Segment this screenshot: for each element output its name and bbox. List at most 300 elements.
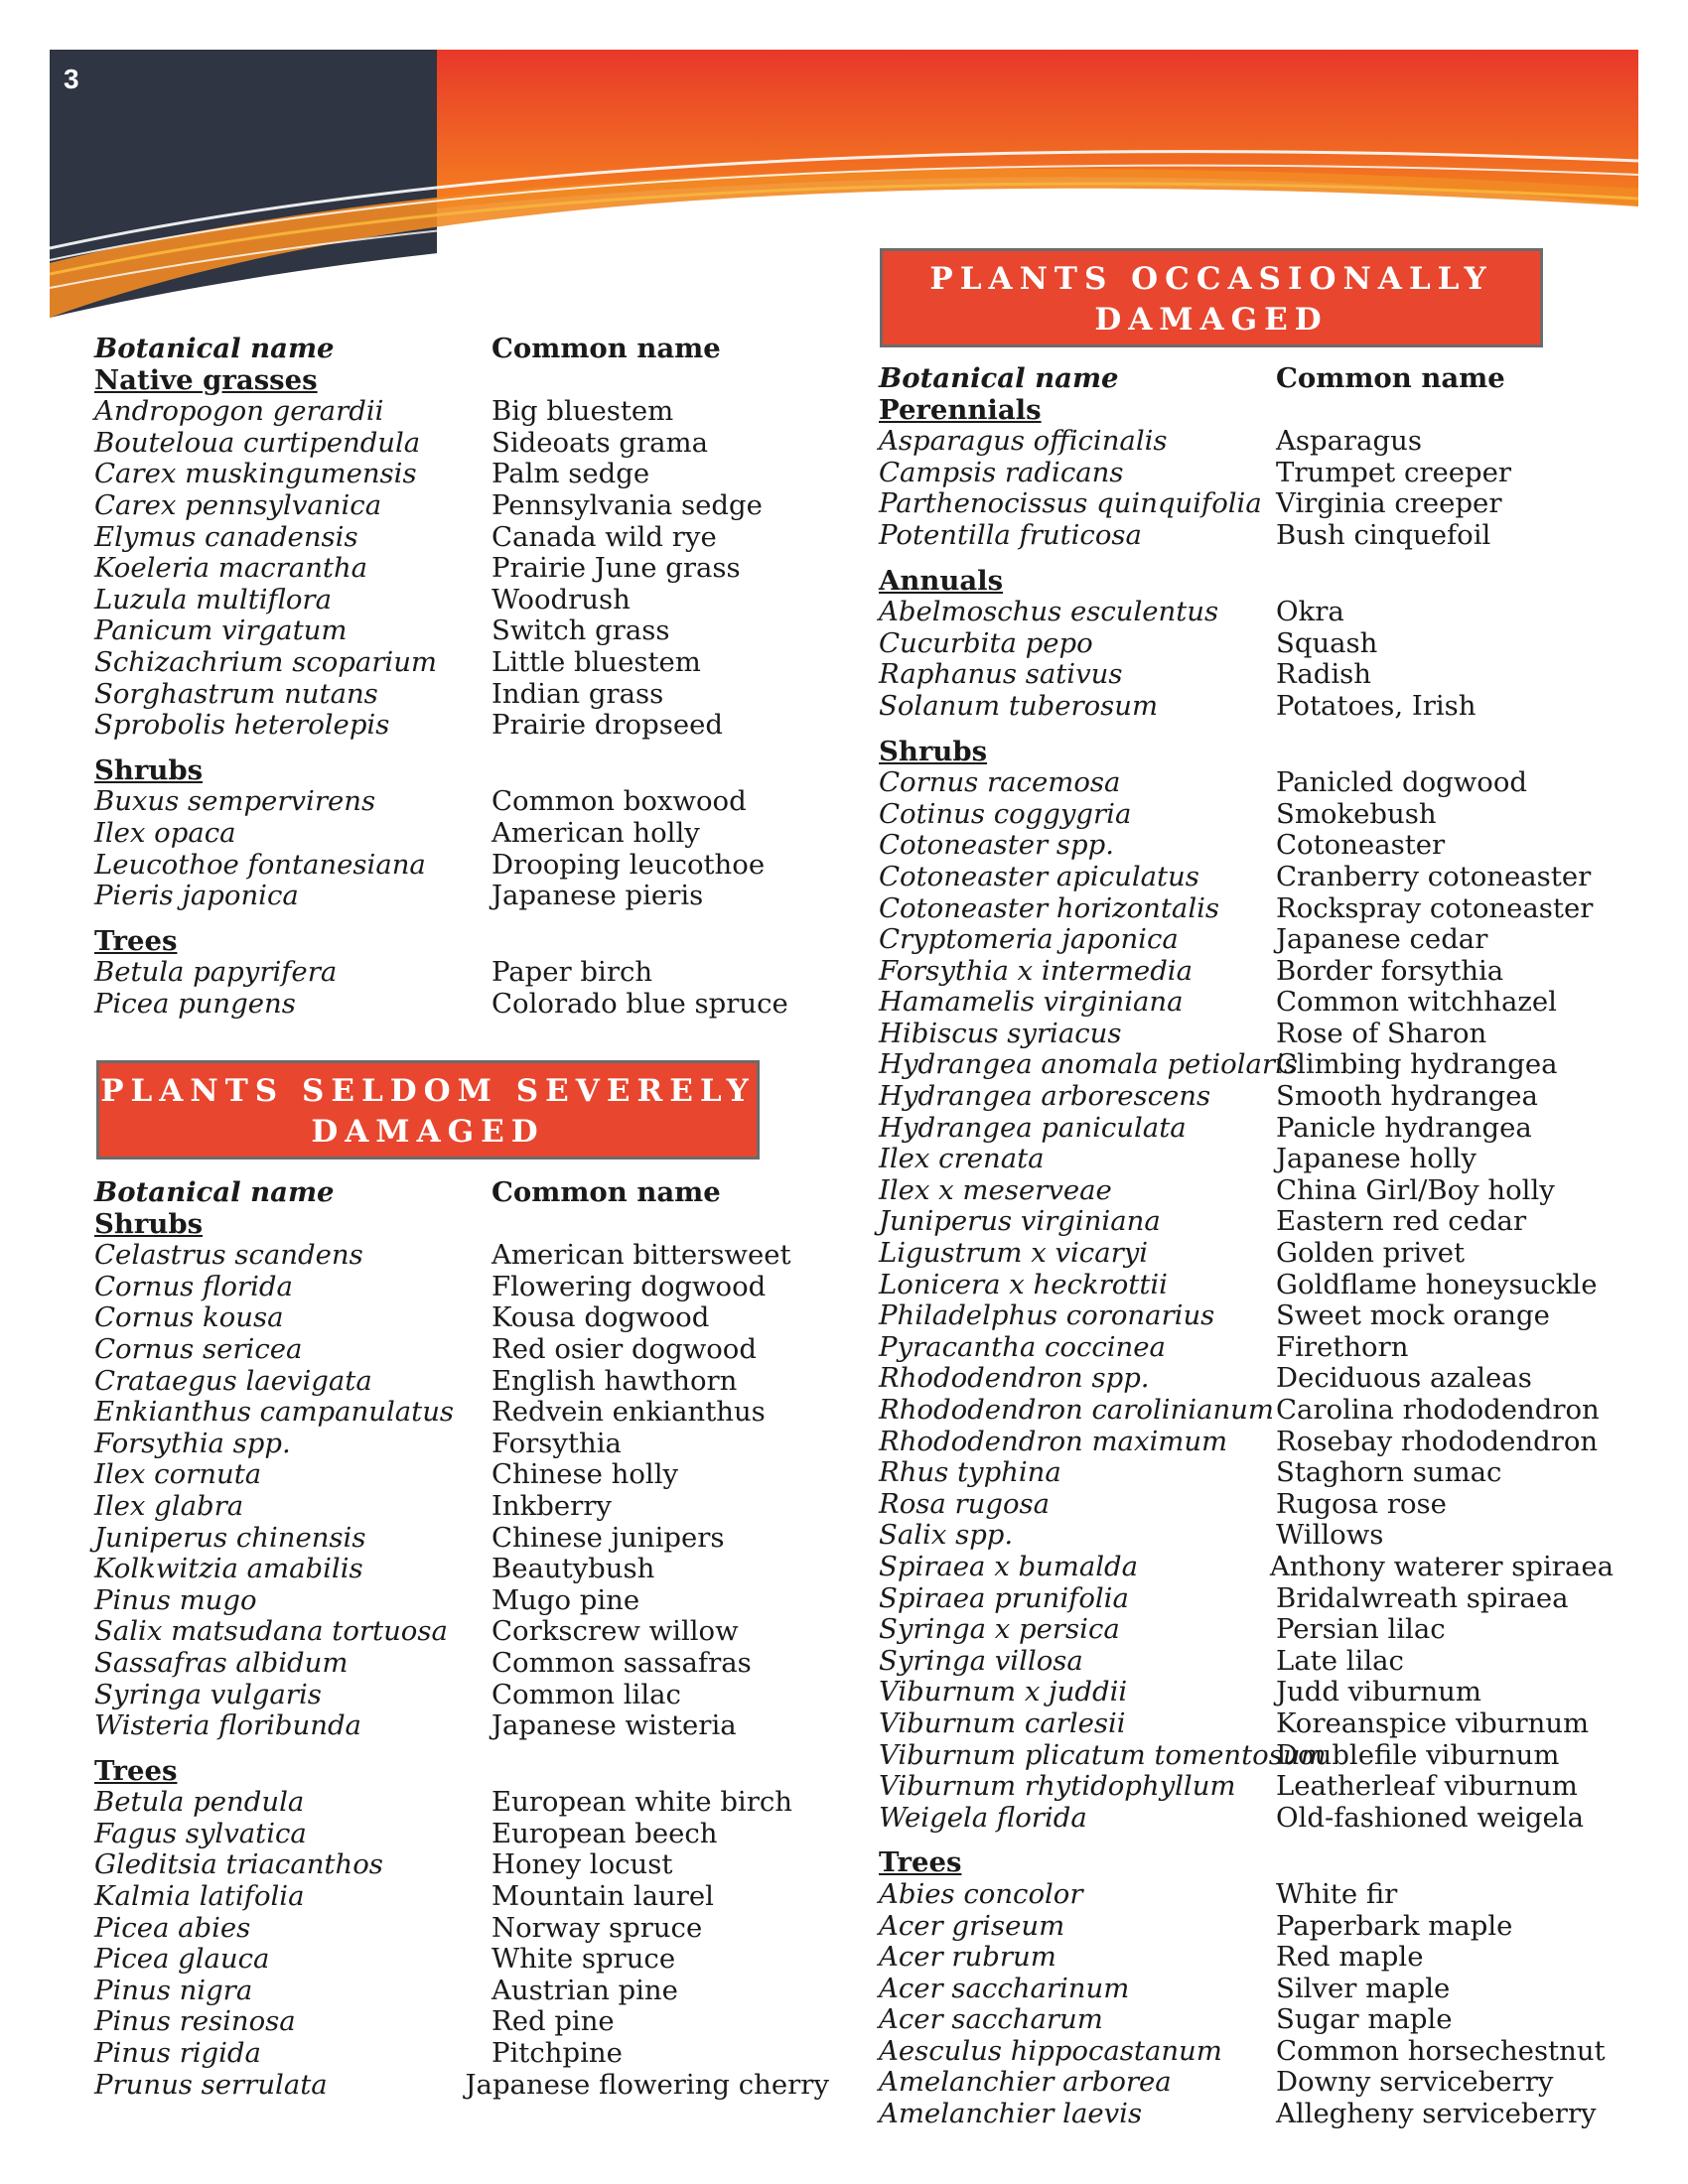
botanical-name: Solanum tuberosum [879, 689, 1159, 722]
category-heading: Native grasses [94, 363, 318, 396]
plant-row [879, 1144, 1614, 1175]
plant-row [94, 989, 829, 1021]
botanical-name: Elymus canadensis [94, 520, 358, 553]
header-common: Common name [492, 1176, 721, 1208]
botanical-name: Spiraea prunifolia [879, 1581, 1129, 1614]
botanical-name: Pinus resinosa [94, 2005, 296, 2038]
common-name: Virginia creeper [1276, 487, 1502, 520]
plant-row [879, 1520, 1614, 1552]
table-header [94, 1177, 829, 1209]
botanical-name: Buxus sempervirens [94, 785, 376, 818]
common-name: Rugosa rose [1276, 1487, 1447, 1520]
common-name: Little bluestem [492, 645, 701, 678]
plant-row [879, 1363, 1614, 1395]
botanical-name: Celastrus scandens [94, 1239, 363, 1272]
plant-row [94, 679, 829, 711]
plant-row [94, 1849, 829, 1881]
plant-row [94, 428, 829, 460]
botanical-name: Syringa x persica [879, 1613, 1120, 1646]
plant-row [94, 1272, 829, 1303]
common-name: Anthony waterer spiraea [1269, 1550, 1614, 1582]
botanical-name: Rhododendron carolinianum [879, 1394, 1274, 1426]
botanical-name: Gleditsia triacanthos [94, 1848, 383, 1881]
common-name: Rose of Sharon [1276, 1017, 1487, 1049]
common-name: American holly [492, 816, 700, 849]
common-name: Trumpet creeper [1276, 456, 1512, 488]
botanical-name: Rhododendron spp. [879, 1362, 1150, 1395]
common-name: Indian grass [492, 677, 664, 710]
plant-row [94, 818, 829, 850]
plant-row [94, 585, 829, 616]
botanical-name: Rhododendron maximum [879, 1425, 1228, 1457]
common-name: Chinese junipers [492, 1521, 725, 1554]
common-name: Late lilac [1276, 1644, 1404, 1677]
botanical-name: Sorghastrum nutans [94, 677, 378, 710]
common-name: Okra [1276, 596, 1344, 628]
common-name: English hawthorn [492, 1364, 738, 1397]
plant-row [879, 2067, 1614, 2099]
plant-row [879, 1270, 1614, 1301]
botanical-name: Hamamelis virginiana [879, 986, 1184, 1019]
botanical-name: Rosa rugosa [879, 1487, 1051, 1520]
botanical-name: Acer saccharinum [879, 1972, 1130, 2004]
plant-row [879, 1803, 1614, 1835]
botanical-name: Parthenocissus quinquifolia [879, 487, 1262, 520]
botanical-name: Cotoneaster spp. [879, 829, 1114, 862]
botanical-name: Viburnum rhytidophyllum [879, 1770, 1236, 1803]
header-common: Common name [492, 333, 721, 364]
plant-row [879, 1457, 1614, 1489]
botanical-name: Crataegus laevigata [94, 1364, 372, 1397]
botanical-name: Abies concolor [879, 1877, 1083, 1910]
botanical-name: Asparagus officinalis [879, 425, 1168, 458]
common-name: Chinese holly [492, 1458, 679, 1491]
botanical-name: Hibiscus syriacus [879, 1017, 1122, 1049]
common-name: Beautybush [492, 1553, 655, 1585]
occasionally-sections [879, 395, 1614, 2130]
category-heading: Annuals [879, 564, 1004, 597]
common-name: Woodrush [492, 583, 631, 615]
common-name: Rosebay rhododendron [1276, 1425, 1599, 1457]
plant-row [879, 426, 1614, 458]
common-name: China Girl/Boy holly [1276, 1173, 1555, 1206]
title-line: DAMAGED [311, 1114, 545, 1150]
plant-row [94, 1366, 829, 1398]
botanical-name: Schizachrium scoparium [94, 645, 438, 678]
plant-row [94, 1429, 829, 1460]
plant-row [94, 1459, 829, 1491]
plant-row [879, 1019, 1614, 1050]
botanical-name: Weigela florida [879, 1801, 1087, 1834]
botanical-name: Raphanus sativus [879, 658, 1123, 691]
plant-row [879, 488, 1614, 520]
botanical-name: Koeleria macrantha [94, 552, 368, 585]
botanical-name: Syringa vulgaris [94, 1678, 322, 1710]
botanical-name: Hydrangea paniculata [879, 1111, 1187, 1144]
plant-row [94, 1680, 829, 1711]
botanical-name: Andropogon gerardii [94, 395, 384, 428]
plant-row [94, 459, 829, 490]
botanical-name: Ligustrum x vicaryi [879, 1237, 1149, 1270]
category-heading: Shrubs [94, 753, 204, 786]
category-heading: Trees [94, 1754, 178, 1787]
plant-row [879, 1427, 1614, 1458]
common-name: American bittersweet [492, 1239, 791, 1272]
plant-row [94, 553, 829, 585]
common-name: Corkscrew willow [492, 1615, 739, 1648]
common-name: Japanese wisteria [492, 1709, 737, 1742]
common-name: Climbing hydrangea [1276, 1048, 1558, 1081]
botanical-name: Potentilla fruticosa [879, 518, 1142, 551]
plant-row [94, 1944, 829, 1976]
table-header [879, 363, 1614, 395]
plant-row [94, 1334, 829, 1366]
plant-row [94, 1913, 829, 1945]
common-name: Prairie dropseed [492, 709, 723, 742]
botanical-name: Ilex cornuta [94, 1458, 262, 1491]
plant-row [94, 881, 829, 912]
plant-row [879, 2036, 1614, 2068]
common-name: Sugar maple [1276, 2003, 1453, 2036]
common-name: Deciduous azaleas [1276, 1362, 1532, 1395]
botanical-name: Campsis radicans [879, 456, 1124, 488]
botanical-name: Betula papyrifera [94, 956, 338, 989]
common-name: Japanese flowering cherry [465, 2068, 829, 2101]
category-heading: Trees [879, 1846, 962, 1879]
botanical-name: Lonicera x heckrottii [879, 1268, 1168, 1300]
botanical-name: Wisteria floribunda [94, 1709, 361, 1742]
plant-row [879, 659, 1614, 691]
common-name: European beech [492, 1817, 718, 1849]
occasionally-plant-table [879, 363, 1614, 2130]
header-botanical: Botanical name [879, 362, 1119, 394]
plant-row [94, 615, 829, 647]
botanical-name: Cornus florida [94, 1270, 293, 1302]
common-name: Border forsythia [1276, 954, 1504, 987]
plant-row [879, 1175, 1614, 1207]
botanical-name: Carex pennsylvanica [94, 488, 382, 521]
botanical-name: Panicum virgatum [94, 614, 348, 647]
common-name: Common lilac [492, 1678, 681, 1710]
header-common: Common name [1276, 362, 1505, 394]
common-name: Honey locust [492, 1848, 673, 1881]
common-name: Eastern red cedar [1276, 1205, 1527, 1238]
plant-row [879, 893, 1614, 925]
botanical-name: Ilex opaca [94, 816, 236, 849]
section-title-seldom-damaged [96, 1060, 760, 1160]
botanical-name: Acer saccharum [879, 2003, 1103, 2036]
botanical-name: Spiraea x bumalda [879, 1550, 1139, 1582]
botanical-name: Amelanchier laevis [879, 2098, 1143, 2130]
common-name: Common horsechestnut [1276, 2034, 1606, 2067]
plant-row [94, 1302, 829, 1334]
botanical-name: Amelanchier arborea [879, 2066, 1172, 2099]
common-name: Firethorn [1276, 1330, 1409, 1363]
botanical-name: Abelmoschus esculentus [879, 596, 1219, 628]
botanical-name: Picea glauca [94, 1943, 270, 1976]
left-top-sections [94, 365, 829, 1021]
seldom-sections [94, 1209, 829, 2102]
common-name: Red maple [1276, 1941, 1424, 1974]
common-name: Colorado blue spruce [492, 987, 788, 1020]
plant-row [94, 1523, 829, 1555]
plant-row [879, 1911, 1614, 1943]
plant-row [879, 1583, 1614, 1615]
page-number: 3 [64, 64, 79, 94]
plant-row [94, 1787, 829, 1819]
botanical-name: Viburnum plicatum tomentosum [879, 1738, 1327, 1771]
botanical-name: Pieris japonica [94, 880, 299, 912]
plant-row [879, 597, 1614, 628]
botanical-name: Pinus rigida [94, 2037, 261, 2070]
botanical-name: Philadelphus coronarius [879, 1299, 1215, 1332]
botanical-name: Rhus typhina [879, 1456, 1061, 1489]
plant-row [879, 2004, 1614, 2036]
common-name: Doublefile viburnum [1276, 1738, 1560, 1771]
common-name: Silver maple [1276, 1972, 1451, 2004]
common-name: Asparagus [1276, 425, 1422, 458]
botanical-name: Juniperus virginiana [879, 1205, 1161, 1238]
category-heading: Shrubs [94, 1207, 204, 1240]
botanical-name: Acer rubrum [879, 1941, 1056, 1974]
plant-row [94, 1976, 829, 2007]
plant-row [94, 2006, 829, 2038]
plant-row [94, 1585, 829, 1617]
botanical-name: Cotoneaster apiculatus [879, 860, 1199, 892]
section-title-occasionally-damaged [880, 248, 1543, 347]
plant-row [94, 1819, 829, 1850]
plant-row [879, 1942, 1614, 1974]
plant-row [879, 1614, 1614, 1646]
plant-row [94, 647, 829, 679]
common-name: European white birch [492, 1786, 792, 1819]
common-name: Drooping leucothoe [492, 848, 766, 881]
plant-row [94, 1616, 829, 1648]
botanical-name: Pyracantha coccinea [879, 1330, 1166, 1363]
common-name: Prairie June grass [492, 552, 741, 585]
plant-row [94, 1710, 829, 1742]
botanical-name: Salix matsudana tortuosa [94, 1615, 448, 1648]
plant-row [879, 1646, 1614, 1678]
table-header [94, 334, 829, 365]
plant-row [879, 1395, 1614, 1427]
common-name: Paper birch [492, 956, 653, 989]
botanical-name: Cryptomeria japonica [879, 923, 1179, 956]
plant-row [94, 786, 829, 818]
plant-row [94, 396, 829, 428]
plant-row [879, 1552, 1614, 1583]
botanical-name: Ilex glabra [94, 1489, 244, 1522]
common-name: Mugo pine [492, 1583, 640, 1616]
common-name: Japanese holly [1276, 1143, 1477, 1175]
common-name: Smokebush [1276, 797, 1437, 830]
common-name: Bush cinquefoil [1276, 518, 1491, 551]
botanical-name: Pinus nigra [94, 1974, 253, 2006]
plant-row [879, 1879, 1614, 1911]
botanical-name: Cucurbita pepo [879, 626, 1093, 659]
plant-row [94, 2070, 829, 2102]
plant-row [879, 1708, 1614, 1740]
botanical-name: Hydrangea arborescens [879, 1080, 1211, 1113]
plant-row [94, 850, 829, 882]
common-name: Koreanspice viburnum [1276, 1706, 1590, 1739]
common-name: Bridalwreath spiraea [1276, 1581, 1569, 1614]
common-name: Red osier dogwood [492, 1332, 757, 1365]
botanical-name: Betula pendula [94, 1786, 305, 1819]
plant-row [879, 691, 1614, 723]
plant-row [879, 1332, 1614, 1364]
common-name: White spruce [492, 1943, 676, 1976]
common-name: Rockspray cotoneaster [1276, 891, 1594, 924]
plant-row [94, 2038, 829, 2070]
botanical-name: Kolkwitzia amabilis [94, 1553, 363, 1585]
botanical-name: Enkianthus campanulatus [94, 1396, 455, 1429]
botanical-name: Cornus kousa [94, 1301, 284, 1334]
botanical-name: Juniperus chinensis [94, 1521, 366, 1554]
title-line: PLANTS OCCASIONALLY [929, 261, 1493, 297]
plant-row [879, 458, 1614, 489]
botanical-name: Bouteloua curtipendula [94, 426, 421, 459]
botanical-name: Cornus racemosa [879, 766, 1121, 799]
common-name: Radish [1276, 658, 1371, 691]
common-name: Downy serviceberry [1276, 2066, 1554, 2099]
botanical-name: Sprobolis heterolepis [94, 709, 390, 742]
common-name: Allegheny serviceberry [1276, 2098, 1597, 2130]
common-name: Potatoes, Irish [1276, 689, 1477, 722]
botanical-name: Sassafras albidum [94, 1646, 349, 1679]
plant-row [879, 1113, 1614, 1145]
common-name: Panicled dogwood [1276, 766, 1528, 799]
common-name: Goldflame honeysuckle [1276, 1268, 1598, 1300]
common-name: Forsythia [492, 1427, 622, 1459]
plant-row [879, 1049, 1614, 1081]
plant-row [879, 1081, 1614, 1113]
common-name: Persian lilac [1276, 1613, 1446, 1646]
plant-row [879, 1206, 1614, 1238]
botanical-name: Aesculus hippocastanum [879, 2034, 1222, 2067]
botanical-name: Fagus sylvatica [94, 1817, 307, 1849]
botanical-name: Prunus serrulata [94, 2068, 328, 2101]
plant-row [879, 924, 1614, 956]
botanical-name: Forsythia x intermedia [879, 954, 1193, 987]
plant-row [879, 799, 1614, 831]
common-name: Red pine [492, 2005, 615, 2038]
common-name: Old-fashioned weigela [1276, 1801, 1584, 1834]
plant-row [879, 1740, 1614, 1772]
common-name: Pitchpine [492, 2037, 623, 2070]
common-name: Kousa dogwood [492, 1301, 710, 1334]
header-botanical: Botanical name [94, 333, 335, 364]
header-botanical: Botanical name [94, 1176, 335, 1208]
plant-row [94, 490, 829, 522]
common-name: Common boxwood [492, 785, 747, 818]
plant-row [879, 830, 1614, 862]
botanical-name: Cornus sericea [94, 1332, 303, 1365]
common-name: Japanese pieris [492, 880, 704, 912]
common-name: Sweet mock orange [1276, 1299, 1550, 1332]
plant-row [94, 1240, 829, 1272]
botanical-name: Syringa villosa [879, 1644, 1083, 1677]
botanical-name: Kalmia latifolia [94, 1880, 305, 1913]
common-name: Redvein enkianthus [492, 1396, 766, 1429]
common-name: Common witchhazel [1276, 986, 1557, 1019]
botanical-name: Viburnum x juddii [879, 1676, 1128, 1708]
plant-row [94, 1491, 829, 1523]
common-name: Cotoneaster [1276, 829, 1446, 862]
common-name: Norway spruce [492, 1911, 703, 1944]
common-name: Squash [1276, 626, 1378, 659]
botanical-name: Carex muskingumensis [94, 458, 417, 490]
plant-row [94, 1397, 829, 1429]
common-name: Pennsylvania sedge [492, 488, 763, 521]
category-heading: Perennials [879, 393, 1042, 426]
plant-row [879, 1300, 1614, 1332]
plant-row [879, 767, 1614, 799]
common-name: Japanese cedar [1276, 923, 1488, 956]
botanical-name: Pinus mugo [94, 1583, 257, 1616]
plant-row [94, 1881, 829, 1913]
botanical-name: Picea pungens [94, 987, 296, 1020]
botanical-name: Forsythia spp. [94, 1427, 291, 1459]
common-name: Willows [1276, 1519, 1384, 1552]
botanical-name: Leucothoe fontanesiana [94, 848, 426, 881]
category-heading: Shrubs [879, 735, 988, 767]
plant-row [879, 2099, 1614, 2130]
common-name: Smooth hydrangea [1276, 1080, 1538, 1113]
botanical-name: Luzula multiflora [94, 583, 332, 615]
category-heading: Trees [94, 924, 178, 957]
plant-row [879, 1771, 1614, 1803]
plant-row [879, 862, 1614, 893]
plant-row [879, 1489, 1614, 1521]
common-name: Inkberry [492, 1489, 612, 1522]
common-name: Carolina rhododendron [1276, 1394, 1600, 1426]
common-name: Panicle hydrangea [1276, 1111, 1532, 1144]
plant-row [879, 956, 1614, 988]
plant-row [879, 520, 1614, 552]
plant-row [879, 1677, 1614, 1708]
common-name: Common sassafras [492, 1646, 752, 1679]
botanical-name: Cotoneaster horizontalis [879, 891, 1220, 924]
common-name: Cranberry cotoneaster [1276, 860, 1592, 892]
botanical-name: Ilex x meserveae [879, 1173, 1112, 1206]
common-name: Palm sedge [492, 458, 650, 490]
common-name: Sideoats grama [492, 426, 708, 459]
botanical-name: Acer griseum [879, 1909, 1065, 1942]
plant-row [879, 987, 1614, 1019]
common-name: Big bluestem [492, 395, 674, 428]
title-line: PLANTS SELDOM SEVERELY [100, 1073, 756, 1109]
common-name: Leatherleaf viburnum [1276, 1770, 1578, 1803]
seldom-plant-table [94, 1177, 829, 2101]
common-name: Golden privet [1276, 1237, 1466, 1270]
plant-row [879, 628, 1614, 660]
plant-row [94, 957, 829, 989]
botanical-name: Picea abies [94, 1911, 251, 1944]
plant-row [94, 1554, 829, 1585]
common-name: Switch grass [492, 614, 670, 647]
common-name: White fir [1276, 1877, 1398, 1910]
common-name: Canada wild rye [492, 520, 717, 553]
botanical-name: Cotinus coggygria [879, 797, 1132, 830]
plant-row [94, 1648, 829, 1680]
common-name: Staghorn sumac [1276, 1456, 1502, 1489]
common-name: Flowering dogwood [492, 1270, 767, 1302]
plant-row [94, 522, 829, 554]
common-name: Austrian pine [492, 1974, 678, 2006]
common-name: Mountain laurel [492, 1880, 714, 1913]
botanical-name: Salix spp. [879, 1519, 1014, 1552]
